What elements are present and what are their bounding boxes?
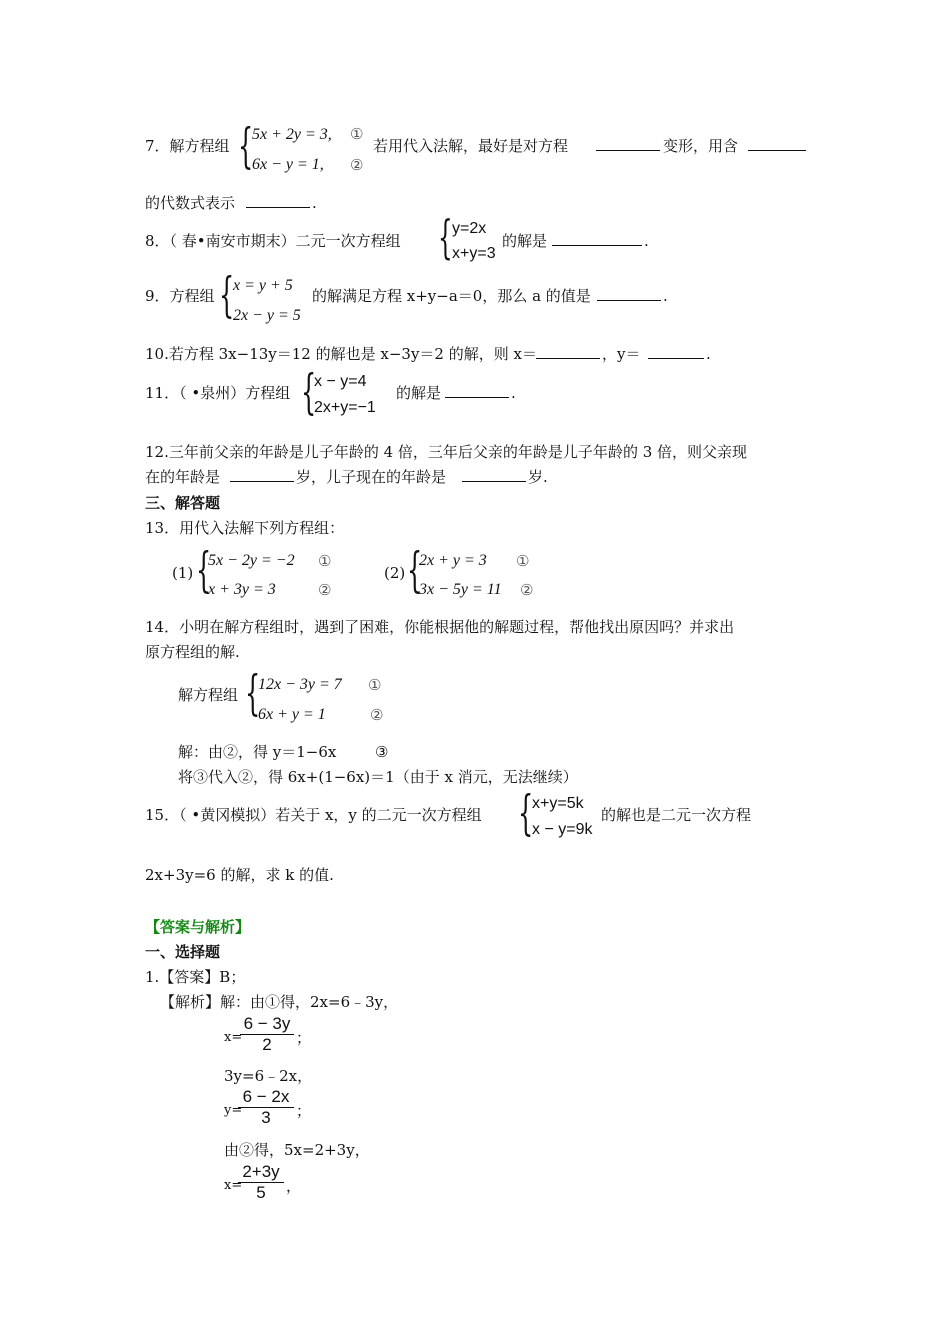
- q8-brace: {: [438, 210, 453, 264]
- fraction-1-suffix: ；: [296, 1029, 312, 1047]
- q13-p1-eq2: x + 3y = 3: [208, 581, 276, 598]
- q7-number: 7．解方程组: [145, 137, 230, 155]
- q11-number: 11．（ •泉州）方程组: [145, 384, 291, 402]
- q14-mark2: ②: [370, 706, 384, 724]
- q12-line2c: 岁.: [528, 468, 548, 486]
- answer-1-step2: 3y=6﹣2x，: [224, 1067, 313, 1085]
- q10-mid: ，y＝: [602, 345, 641, 363]
- fraction-2-numerator: 6 − 2x: [242, 1087, 290, 1106]
- q15-eq1: x+y=5k: [532, 795, 584, 812]
- q12-line2a: 在的年龄是: [145, 468, 221, 486]
- q13-p1-label: (1): [172, 564, 194, 582]
- q10-blank-2: [648, 344, 704, 364]
- q7-eq2-mark: ②: [350, 156, 364, 174]
- fraction-2: [238, 1087, 294, 1128]
- answer-1-analysis: 【解析】解：由①得，2x=6﹣3y，: [160, 993, 399, 1011]
- q12-blank-2: [462, 467, 526, 487]
- answers-heading: 【答案与解析】: [145, 918, 251, 936]
- q9-period: .: [663, 287, 668, 305]
- q11-text: 的解是: [396, 384, 442, 402]
- fraction-3: [238, 1162, 284, 1203]
- q13-p1-mark2: ②: [318, 581, 332, 599]
- q13-p2-label: (2): [384, 564, 406, 582]
- q11-eq2: 2x+y=−1: [314, 399, 376, 416]
- q14-brace: {: [245, 665, 261, 721]
- fraction-2-prefix: y=: [224, 1103, 243, 1118]
- q7-text-c: 的代数式表示: [145, 194, 236, 212]
- q14-mark1: ①: [368, 676, 382, 694]
- q11-blank: [445, 383, 509, 403]
- q11-period: .: [511, 384, 516, 402]
- fraction-3-suffix: ，: [286, 1177, 302, 1195]
- q8-number: 8．（ 春•南安市期末）二元一次方程组: [145, 232, 401, 250]
- q13-p1-eq1: 5x − 2y = −2: [208, 552, 295, 569]
- q9-blank: [597, 286, 661, 306]
- fraction-1-prefix: x=: [224, 1030, 243, 1045]
- q7-eq1: 5x + 2y = 3,: [252, 126, 332, 143]
- q9-eq1: x = y + 5: [233, 277, 293, 294]
- q7-blank-3: [246, 193, 310, 213]
- fraction-3-numerator: 2+3y: [242, 1162, 280, 1181]
- q15-eq2: x − y=9k: [532, 821, 593, 838]
- q10-period: .: [706, 345, 711, 363]
- q13-p2-brace: {: [407, 542, 423, 598]
- q7-blank-1: [596, 136, 660, 156]
- q15-text: 的解也是二元一次方程: [601, 806, 752, 824]
- q10-text: 10.若方程 3x−13y＝12 的解也是 x−3y＝2 的解，则 x＝: [145, 345, 537, 363]
- q7-eq1-mark: ①: [350, 125, 364, 143]
- q7-eq2: 6x − y = 1,: [252, 156, 324, 173]
- q14-step1: 解：由②，得 y＝1−6x: [178, 743, 337, 761]
- fraction-3-prefix: x=: [224, 1178, 243, 1193]
- q7-blank-2: [748, 136, 806, 156]
- q14-system-label: 解方程组: [178, 686, 239, 704]
- q9-brace: {: [219, 267, 235, 323]
- q11-brace: {: [301, 364, 317, 420]
- q13-p1-brace: {: [196, 542, 212, 598]
- q11-eq1: x − y=4: [314, 373, 367, 390]
- q7-text-a: 若用代入法解，最好是对方程: [373, 137, 569, 155]
- fraction-2-suffix: ；: [296, 1102, 312, 1120]
- q14-line1: 14．小明在解方程组时，遇到了困难，你能根据他的解题过程，帮他找出原因吗？并求出: [145, 618, 735, 636]
- q14-line2: 原方程组的解.: [145, 643, 240, 661]
- q8-blank: [552, 231, 642, 251]
- q9-eq2: 2x − y = 5: [233, 307, 301, 324]
- fraction-3-denominator: 5: [238, 1182, 284, 1203]
- q13-p1-mark1: ①: [318, 552, 332, 570]
- q8-eq1: y=2x: [452, 220, 487, 237]
- fraction-1-numerator: 6 − 3y: [243, 1014, 291, 1033]
- q9-text: 的解满足方程 x+y−a＝0，那么 a 的值是: [312, 287, 591, 305]
- q14-eq2: 6x + y = 1: [258, 706, 326, 723]
- q15-brace: {: [518, 785, 534, 841]
- q12-blank-1: [230, 467, 294, 487]
- answers-section-1: 一、选择题: [145, 943, 221, 961]
- q14-step1-mark: ③: [375, 743, 389, 761]
- q14-step2: 将③代入②，得 6x+(1−6x)＝1（由于 x 消元，无法继续）: [178, 768, 578, 786]
- q9-number: 9．方程组: [145, 287, 215, 305]
- q13-p2-eq2: 3x − 5y = 11: [419, 581, 502, 598]
- fraction-2-denominator: 3: [238, 1107, 294, 1128]
- q8-eq2: x+y=3: [452, 245, 496, 262]
- q10-blank-1: [536, 344, 600, 364]
- q7-period: .: [312, 194, 317, 212]
- q7-brace: {: [238, 118, 254, 174]
- q8-text: 的解是: [502, 232, 548, 250]
- q15-line2: 2x+3y=6 的解，求 k 的值.: [145, 866, 334, 884]
- q7-text-b: 变形，用含: [663, 137, 739, 155]
- answer-1-step3: 由②得，5x=2+3y，: [224, 1141, 370, 1159]
- q15-number: 15．（ •黄冈模拟）若关于 x，y 的二元一次方程组: [145, 806, 482, 824]
- q13-title: 13．用代入法解下列方程组：: [145, 519, 345, 537]
- q14-eq1: 12x − 3y = 7: [258, 676, 342, 693]
- fraction-1-denominator: 2: [240, 1034, 294, 1055]
- q12-line1: 12.三年前父亲的年龄是儿子年龄的 4 倍，三年后父亲的年龄是儿子年龄的 3 倍，则父亲现: [145, 443, 748, 461]
- q13-p2-eq1: 2x + y = 3: [419, 552, 487, 569]
- answer-1: 1.【答案】B；: [145, 968, 246, 986]
- fraction-1: [240, 1014, 294, 1055]
- q12-line2b: 岁，儿子现在的年龄是: [296, 468, 447, 486]
- q13-p2-mark1: ①: [516, 552, 530, 570]
- section-3-title: 三、解答题: [145, 494, 221, 512]
- q13-p2-mark2: ②: [520, 581, 534, 599]
- q8-period: .: [644, 232, 649, 250]
